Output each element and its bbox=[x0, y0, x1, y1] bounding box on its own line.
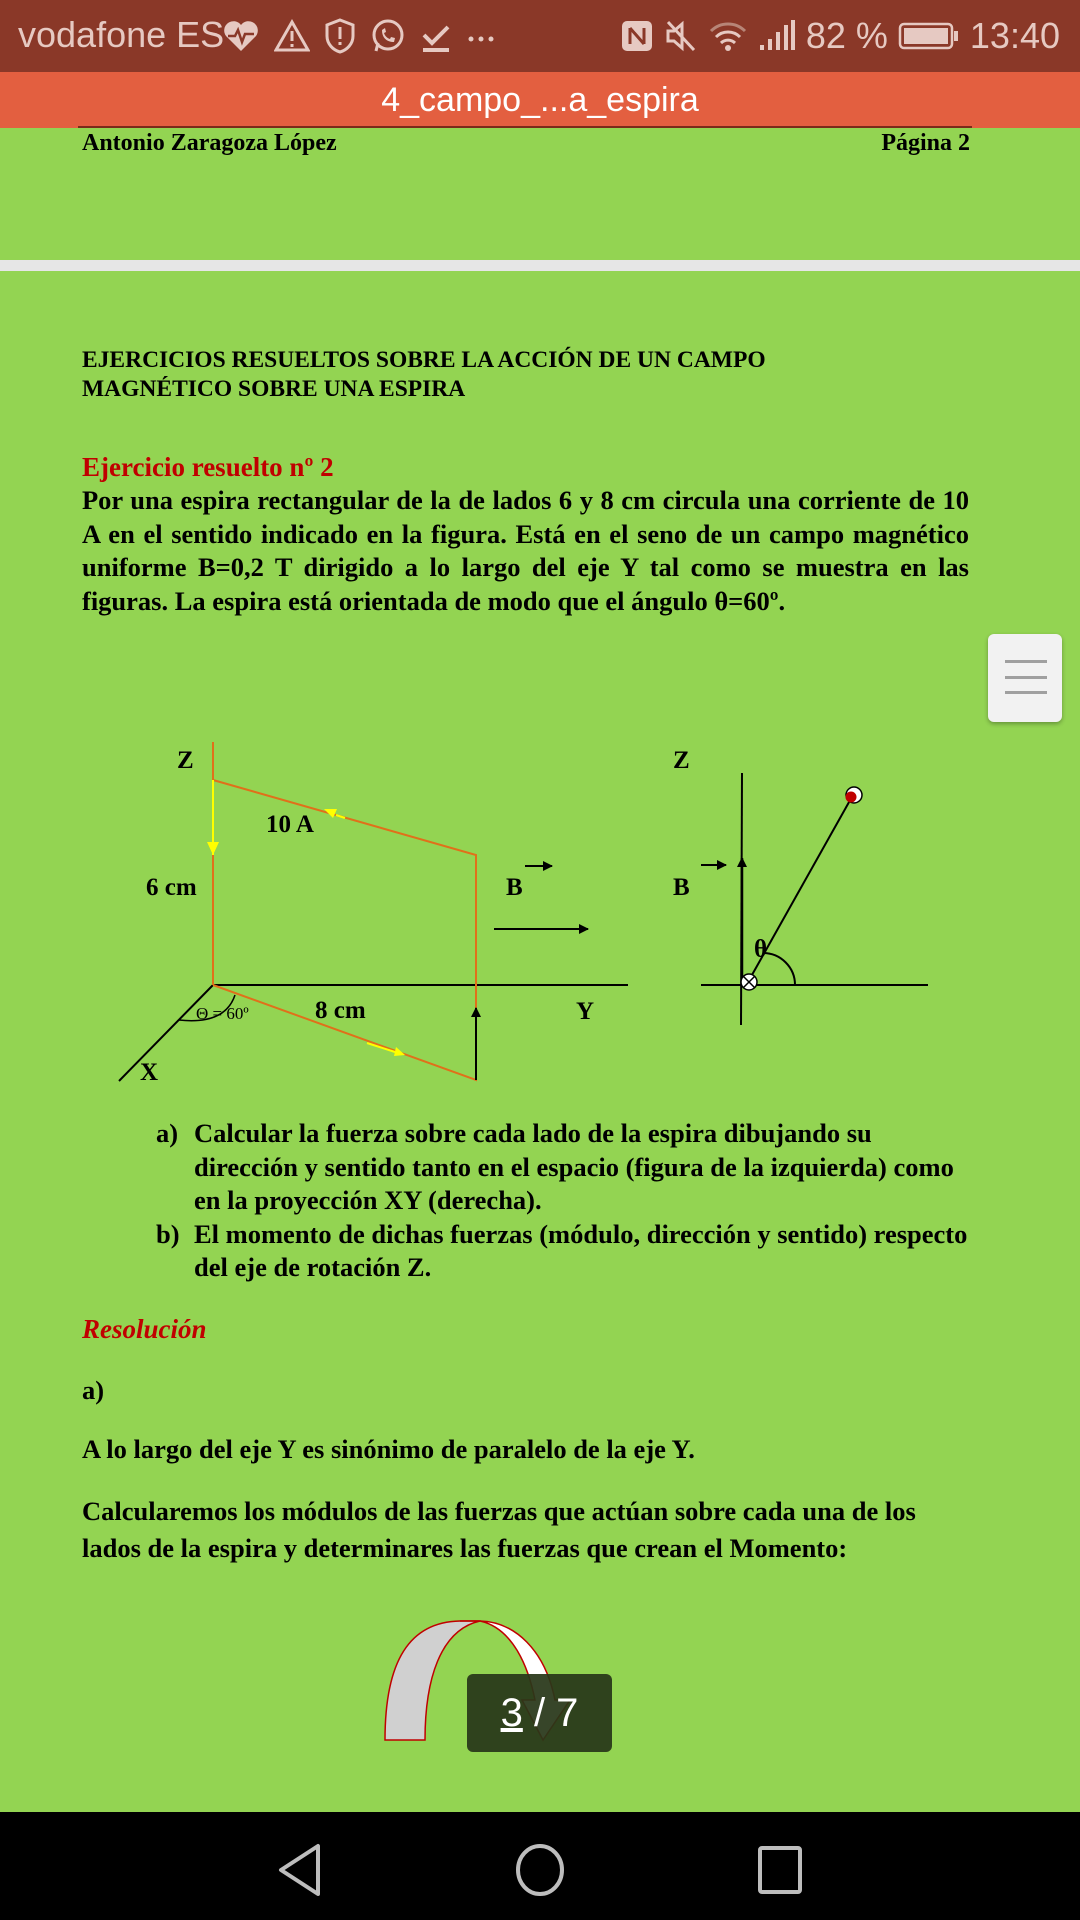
page-header-page-number: Página 2 bbox=[881, 130, 970, 156]
label-side: 6 cm bbox=[146, 874, 197, 901]
resolution-part-label: a) bbox=[82, 1375, 105, 1405]
exercise-statement: Por una espira rectangular de la de lados 6 y 8 cm circula una corriente de 10 A en el sentido indicado en la figura. Está en el seno de un campo magnético uniforme B=0,2 T dirigido a lo largo del eje Y tal como se muestra en las figuras. La espira está orientada de modo que el ángulo θ=60º. bbox=[82, 485, 969, 616]
question-mark: a) bbox=[156, 1118, 179, 1148]
label-angle: Θ = 60º bbox=[196, 1004, 249, 1023]
page-header-author: Antonio Zaragoza López bbox=[82, 130, 337, 156]
label-current: 10 A bbox=[266, 811, 314, 838]
label-theta: θ bbox=[754, 936, 768, 963]
question-text: El momento de dichas fuerzas (módulo, dirección y sentido) respecto del eje de rotación Z. bbox=[194, 1218, 968, 1282]
rotation-arrow-back bbox=[385, 1621, 480, 1740]
label-z: Z bbox=[673, 747, 690, 774]
exercise-title: Ejercicio resuelto nº 2 bbox=[82, 452, 334, 482]
question-text: Calcular la fuerza sobre cada lado de la espira dibujando su dirección y sentido tanto en el espacio (figura de la izquierda) como en la proyección XY (derecha). bbox=[194, 1118, 954, 1215]
back-icon[interactable] bbox=[275, 1842, 325, 1898]
current-page[interactable]: 3 bbox=[500, 1691, 523, 1735]
carrier-name: vodafone ES bbox=[18, 14, 225, 55]
document-title-bar[interactable]: 4_campo_...a_espira bbox=[0, 72, 1080, 128]
document-title-line: EJERCICIOS RESUELTOS SOBRE LA ACCIÓN DE UN CAMPO bbox=[82, 347, 766, 373]
navigation-bar bbox=[0, 1812, 1080, 1920]
question-mark: b) bbox=[156, 1218, 180, 1249]
resolution-paragraph: A lo largo del eje Y es sinónimo de paralelo de la eje Y. bbox=[82, 1434, 695, 1464]
page-indicator[interactable] bbox=[467, 1674, 612, 1752]
label-z: Z bbox=[177, 747, 194, 774]
label-b: B bbox=[673, 874, 690, 901]
label-y: Y bbox=[576, 998, 595, 1025]
label-base: 8 cm bbox=[315, 997, 366, 1024]
label-b: B bbox=[506, 874, 523, 901]
resolution-paragraph: Calcularemos los módulos de las fuerzas que actúan sobre cada una de los lados de la espira y determinares las fuerzas que crean el Momento: bbox=[82, 1496, 916, 1563]
document-title-line: MAGNÉTICO SOBRE UNA ESPIRA bbox=[82, 376, 466, 402]
page-separator-text: / bbox=[522, 1691, 557, 1735]
resolution-title: Resolución bbox=[82, 1314, 207, 1344]
clock: 13:40 bbox=[969, 15, 1060, 56]
recents-icon[interactable] bbox=[756, 1844, 804, 1896]
total-pages: 7 bbox=[556, 1691, 579, 1735]
label-x: X bbox=[140, 1059, 159, 1086]
battery-percent: 82 % bbox=[805, 15, 888, 56]
home-icon[interactable] bbox=[512, 1842, 568, 1898]
